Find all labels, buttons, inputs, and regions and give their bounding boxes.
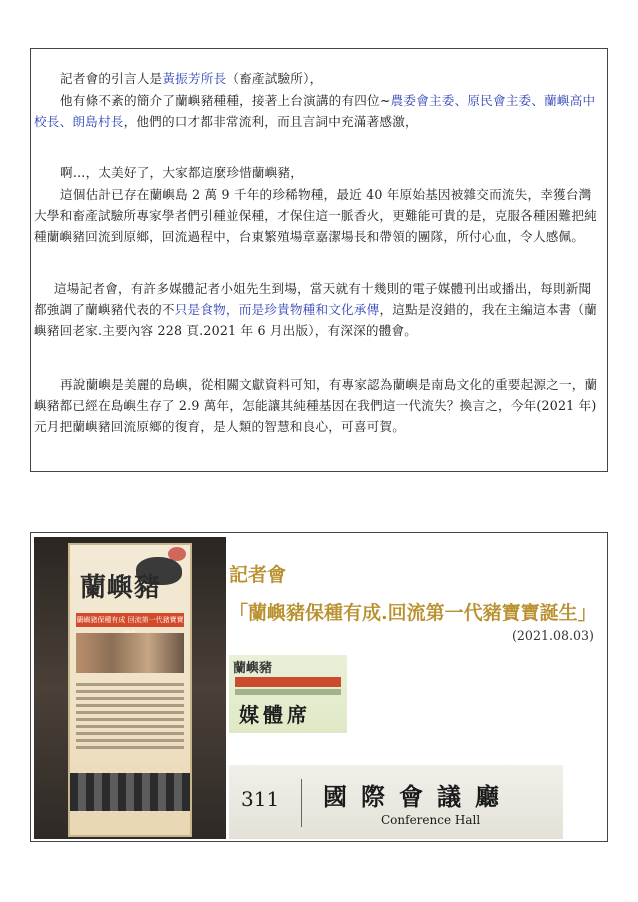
media-prefix: 這場記者會，有許多媒體記者小姐先生到場，當天就有十幾則的電子媒體刊出或播出，每則新聞都強調了蘭嶼豬代表的不 [34,281,592,317]
host-suffix: （畜產試驗所）， [226,71,323,86]
banner-subtitle: 蘭嶼豬保種有成 回流第一代豬寶寶 [76,613,184,627]
banner-pictures [76,633,184,673]
host-prefix: 記者會的引言人是 [60,71,163,86]
paragraph-media [34,278,602,341]
paragraph-exclaim [34,162,602,183]
speakers-guests: 農委會主委、原民會主委、蘭嶼高中校長、朗島村長 [34,93,596,129]
conference-hall-photo [229,765,563,839]
banner-film-strip [70,773,190,811]
history-text: 這個估計已存在蘭嶼島 2 萬 9 千年的珍稀物種，最近 40 年原始基因被雜交而流失，幸獲台灣大學和畜產試驗所專家學者們引種並保種，才保住這一脈香火，更難能可貴的是，克服各種困難把純種蘭嶼豬回流到原鄉，回流過程中，台東繁殖場章嘉潔場長和帶領的團隊，所付心血，令人感佩。 [34,187,597,244]
banner-body-text [76,679,184,753]
press-title: 「蘭嶼豬保種有成.回流第一代豬寶寶誕生」 [229,602,597,624]
press-heading: 記者會 [229,564,287,586]
paragraph-speakers [34,90,602,132]
island-text: 再說蘭嶼是美麗的島嶼，從相關文獻資料可知，有專家認為蘭嶼是南島文化的重要起源之一，蘭嶼豬都已經在島嶼生存了 2.9 萬年，怎能讓其純種基因在我們這一代流失？換言之，今年(2021 年)元月把蘭嶼豬回流原鄉的復育，是人類的智慧和良心，可喜可賀。 [34,377,598,434]
exclaim-text: 啊…，太美好了，大家都這麼珍惜蘭嶼豬， [60,165,304,180]
hall-name: 國際會議廳 [323,782,513,811]
rollup-banner [70,545,190,835]
media-suffix: ，這點是沒錯的，我在主編這本書（蘭嶼豬回老家.主要內容 228 頁.2021 年 6 月出版），有深深的體會。 [34,302,597,338]
sign-divider [301,779,302,827]
banner-photo [34,537,226,839]
paragraph-island [34,374,602,437]
hall-name-en: Conference Hall [381,813,481,827]
press-date: (2021.08.03) [512,628,594,643]
speakers-prefix: 他有條不紊的簡介了蘭嶼豬種種，接著上台演講的有四位~ [60,93,391,108]
room-number: 311 [241,787,280,811]
speakers-suffix: ，他們的口才都非常流利，而且言詞中充滿著感激， [123,114,418,129]
media-photo-title: 蘭嶼豬 [233,661,273,676]
media-highlight: 只是食物，而是珍貴物種和文化承傳 [174,302,380,317]
paragraph-history [34,184,602,247]
paragraph-host [34,68,602,89]
host-speaker: 黃振芳所長 [162,71,227,86]
media-photo-banner [235,677,341,687]
media-seat-label: 媒體席 [239,703,311,727]
banner-title: 蘭嶼豬 [80,573,162,603]
media-photo-strip [235,689,341,695]
media-seat-photo [229,655,347,733]
